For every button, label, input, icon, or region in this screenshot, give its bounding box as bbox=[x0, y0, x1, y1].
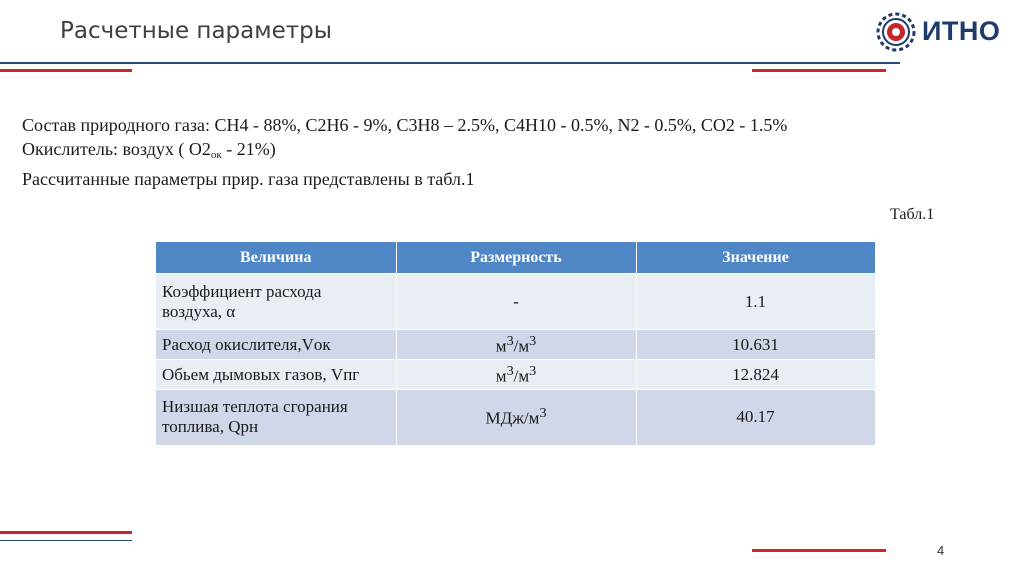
row-value: 40.17 bbox=[636, 390, 875, 445]
gas-composition-line: Состав природного газа: СН4 - 88%, С2Н6 - 9%, С3Н8 – 2.5%, С4Н10 - 0.5%, N2 - 0.5%, CO2 - 1.5% bbox=[22, 115, 788, 135]
oxidizer-line: Окислитель: воздух ( О2ок - 21%) bbox=[22, 139, 276, 161]
row-quantity: Низшая теплота сгорания топлива, Qрн bbox=[156, 390, 396, 445]
calculated-note-line: Рассчитанные параметры прир. газа представлены в табл.1 bbox=[22, 169, 475, 189]
row-quantity: Обьем дымовых газов, Vпг bbox=[156, 360, 396, 390]
table-row bbox=[156, 360, 875, 390]
row-value: 1.1 bbox=[636, 274, 875, 330]
table-row bbox=[156, 330, 875, 360]
row-value: 10.631 bbox=[636, 330, 875, 360]
gear-icon bbox=[874, 10, 918, 54]
footer-accent-left bbox=[0, 531, 132, 534]
itno-logo bbox=[874, 10, 1014, 56]
row-unit: $м^3/м^3$ bbox=[396, 360, 636, 390]
header-accent-right bbox=[752, 69, 886, 72]
header-rule-blue bbox=[0, 62, 900, 64]
footer-accent-right bbox=[752, 549, 886, 552]
footer-rule-blue bbox=[0, 540, 132, 541]
header-unit: Размерность bbox=[396, 242, 636, 274]
slide-title: Расчетные параметры bbox=[60, 18, 332, 44]
row-unit: $м^3/м^3$ bbox=[396, 330, 636, 360]
row-quantity: Расход окислителя,Vок bbox=[156, 330, 396, 360]
table-row bbox=[156, 390, 875, 445]
logo-text: ИТНО bbox=[922, 16, 1001, 46]
row-unit: - bbox=[396, 274, 636, 330]
header-value: Значение bbox=[636, 242, 875, 274]
header-accent-left bbox=[0, 69, 132, 72]
table-header-row bbox=[156, 242, 875, 274]
row-unit: МДж/$м^3$ bbox=[396, 390, 636, 445]
intro-text bbox=[22, 113, 787, 191]
page-number: 4 bbox=[937, 543, 945, 558]
row-quantity: Коэффициент расхода воздуха, α bbox=[156, 274, 396, 330]
header-quantity: Величина bbox=[156, 242, 396, 274]
row-value: 12.824 bbox=[636, 360, 875, 390]
table-row bbox=[156, 274, 875, 330]
table-caption: Табл.1 bbox=[890, 206, 935, 223]
parameters-table bbox=[156, 242, 876, 445]
